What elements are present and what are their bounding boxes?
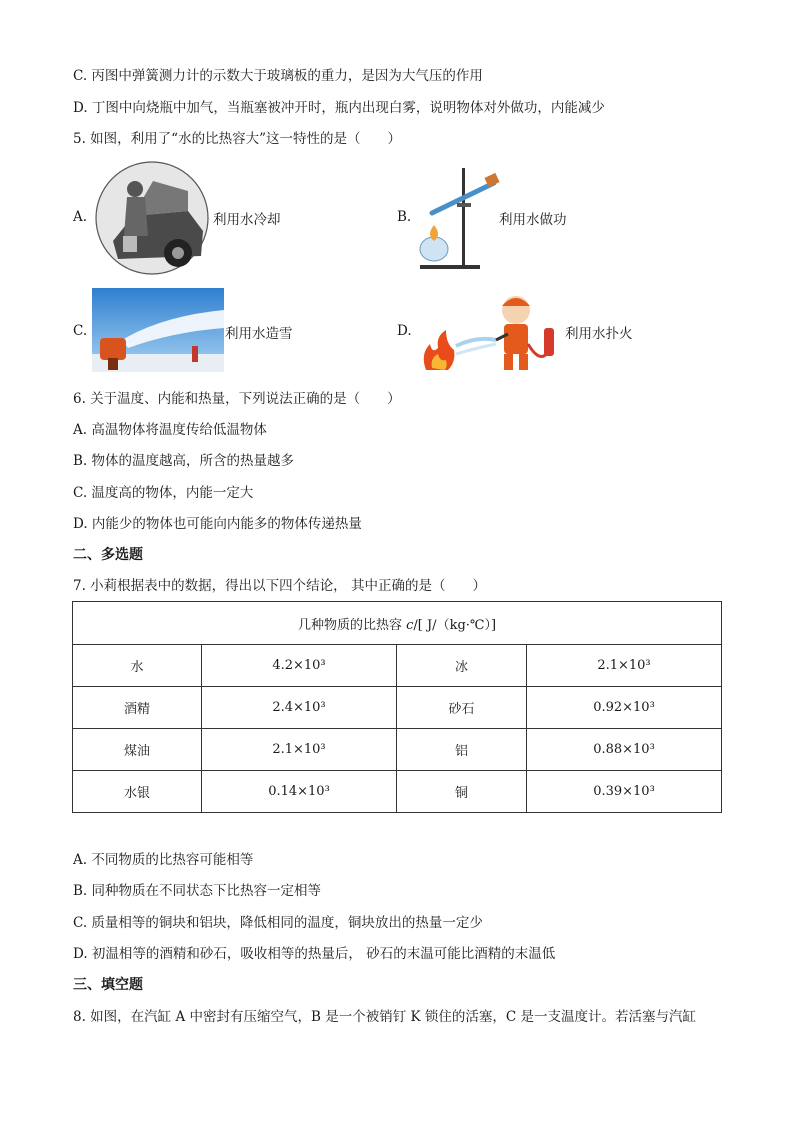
- section-multiple-choice-heading: 二、多选题: [73, 547, 143, 563]
- q6-option-c: C. 温度高的物体，内能一定大: [73, 485, 254, 501]
- table-cell: 铝: [397, 729, 527, 771]
- table-cell: 水银: [73, 771, 202, 813]
- q5-option-b-caption: 利用水做功: [499, 212, 567, 228]
- car-cooling-image: [93, 161, 211, 276]
- table-row: [73, 729, 722, 771]
- q7-option-a: A. 不同物质的比热容可能相等: [73, 852, 254, 868]
- table-cell: 0.88×10³: [527, 729, 722, 771]
- q5-option-a-label: A.: [73, 209, 88, 225]
- q6-option-d: D. 内能少的物体也可能向内能多的物体传递热量: [73, 516, 362, 532]
- q6-option-b: B. 物体的温度越高，所含的热量越多: [73, 453, 295, 469]
- table-cell: 冰: [397, 645, 527, 687]
- table-cell: 2.1×10³: [202, 729, 397, 771]
- table-cell: 酒精: [73, 687, 202, 729]
- table-cell: 4.2×10³: [202, 645, 397, 687]
- table-cell: 水: [73, 645, 202, 687]
- table-cell: 铜: [397, 771, 527, 813]
- q5-option-d-caption: 利用水扑火: [565, 326, 633, 342]
- q5-option-a-caption: 利用水冷却: [213, 212, 281, 228]
- table-row: [73, 771, 722, 813]
- table-row: [73, 645, 722, 687]
- q5-option-c-label: C.: [73, 323, 88, 339]
- q7-option-c: C. 质量相等的铜块和铝块，降低相同的温度，铜块放出的热量一定少: [73, 915, 483, 931]
- q4-option-d: D. 丁图中向烧瓶中加气，当瓶塞被冲开时，瓶内出现白雾，说明物体对外做功，内能减少: [73, 100, 605, 116]
- q7-option-b: B. 同种物质在不同状态下比热容一定相等: [73, 883, 322, 899]
- table-cell: 煤油: [73, 729, 202, 771]
- test-tube-heating-image: [412, 163, 504, 273]
- q5-option-c-caption: 利用水造雪: [225, 326, 293, 342]
- section-fill-in-heading: 三、填空题: [73, 977, 143, 993]
- q7-option-d: D. 初温相等的酒精和砂石，吸收相等的热量后， 砂石的末温可能比酒精的末温低: [73, 946, 556, 962]
- q5-stem: 5. 如图，利用了“水的比热容大”这一特性的是（ ）: [73, 131, 401, 147]
- table-cell: 0.39×10³: [527, 771, 722, 813]
- q6-stem: 6. 关于温度、内能和热量，下列说法正确的是（ ）: [73, 391, 401, 407]
- firefighter-image: [416, 288, 564, 376]
- q4-option-c: C. 丙图中弹簧测力计的示数大于玻璃板的重力，是因为大气压的作用: [73, 68, 483, 84]
- q8-stem: 8. 如图，在汽缸 A 中密封有压缩空气，B 是一个被销钉 K 锁住的活塞，C 是一支温度计。若活塞与汽缸: [73, 1009, 697, 1025]
- table-cell: 2.1×10³: [527, 645, 722, 687]
- q7-stem: 7. 小莉根据表中的数据，得出以下四个结论， 其中正确的是（ ）: [73, 578, 486, 594]
- table-caption: 几种物质的比热容 c/[ J/（kg·℃）]: [73, 602, 722, 645]
- snow-making-image: [92, 288, 224, 372]
- q6-option-a: A. 高温物体将温度传给低温物体: [73, 422, 267, 438]
- table-row: [73, 687, 722, 729]
- table-cell: 0.14×10³: [202, 771, 397, 813]
- table-cell: 砂石: [397, 687, 527, 729]
- table-cell: 0.92×10³: [527, 687, 722, 729]
- q5-option-d-label: D.: [397, 323, 412, 339]
- q5-option-b-label: B.: [397, 209, 412, 225]
- table-caption-row: [73, 602, 722, 645]
- table-cell: 2.4×10³: [202, 687, 397, 729]
- specific-heat-table: [72, 601, 722, 813]
